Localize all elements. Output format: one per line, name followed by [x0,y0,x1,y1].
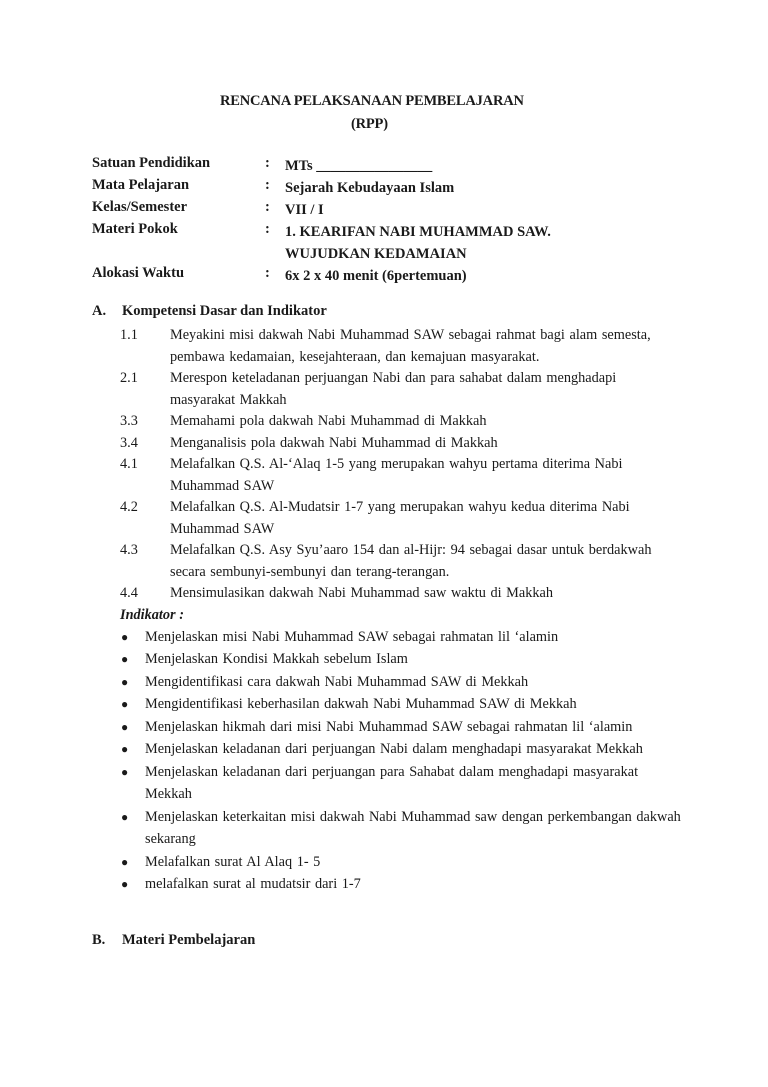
section-letter: B. [92,932,106,948]
indikator-item [92,738,682,761]
kd-text: Meyakini misi dakwah Nabi Muhammad SAW sebagai rahmat bagi alam semesta, pembawa kedamaian, kesejahteraan, dan kemajuan masyarakat. [170,327,651,365]
kompetensi-list [92,325,682,605]
meta-value [285,221,551,265]
title-line-1: RENCANA PELAKSANAAN PEMBELAJARAN [220,93,524,109]
kd-number: 3.3 [120,413,138,429]
kd-item [92,368,682,411]
meta-key: Satuan Pendidikan [92,155,211,171]
indikator-text: Menjelaskan hikmah dari misi Nabi Muhammad SAW sebagai rahmatan lil ‘alamin [145,718,633,735]
kd-item [92,325,682,368]
meta-colon: : [265,199,270,215]
indikator-text: Melafalkan surat Al Alaq 1- 5 [145,853,321,870]
indikator-item [92,716,682,739]
indikator-text: Mengidentifikasi cara dakwah Nabi Muhammad SAW di Mekkah [145,673,529,690]
bullet-icon: ● [121,629,129,644]
indikator-item [92,693,682,716]
bullet-icon: ● [121,697,129,711]
indikator-text: Menjelaskan misi Nabi Muhammad SAW sebagai rahmatan lil ‘alamin [145,628,559,645]
bullet-icon: ● [121,652,129,666]
kd-text: Menganalisis pola dakwah Nabi Muhammad di Makkah [170,434,498,451]
indikator-item [92,873,682,896]
kd-number: 3.4 [120,434,138,451]
indikator-item [92,851,682,874]
kd-number: 2.1 [120,370,138,386]
meta-value: 6x 2 x 40 menit (6pertemuan) [285,268,467,284]
kd-text: Melafalkan Q.S. Asy Syu’aaro 154 dan al-Hijr: 94 sebagai dasar untuk berdakwah secara sembunyi-sembunyi dan terang-terangan. [170,542,652,580]
meta-colon: : [265,155,270,171]
kd-item [92,540,682,583]
meta-value: MTs ________________ [285,158,433,174]
indikator-text: Menjelaskan keladanan dari perjuangan Nabi dalam menghadapi masyarakat Mekkah [145,741,643,757]
indikator-item [92,806,682,851]
section-heading-text: Materi Pembelajaran [122,932,256,948]
meta-row-mapel [92,177,712,199]
kd-item [92,433,682,455]
indikator-item [92,671,682,694]
indikator-item [92,761,682,806]
indikator-text: Mengidentifikasi keberhasilan dakwah Nabi Muhammad SAW di Mekkah [145,696,577,712]
section-a [92,303,682,896]
meta-row-satuan [92,155,712,177]
bullet-icon: ● [121,764,129,779]
meta-colon: : [265,177,270,193]
section-a-heading [92,303,682,325]
meta-value-line-1: 1. KEARIFAN NABI MUHAMMAD SAW. [285,224,551,240]
kd-text: Mensimulasikan dakwah Nabi Muhammad saw waktu di Makkah [170,585,554,601]
meta-row-kelas [92,199,712,221]
identity-table [92,155,712,287]
indikator-text: Menjelaskan keterkaitan misi dakwah Nabi Muhammad saw dengan perkembangan dakwah sekarang [145,808,681,847]
kd-item [92,497,682,540]
bullet-icon: ● [121,877,129,891]
kd-number: 4.2 [120,499,138,515]
indikator-label: Indikator : [120,606,184,623]
kd-item [92,454,682,497]
title-line-2: (RPP) [351,116,388,132]
indikator-text: melafalkan surat al mudatsir dari 1-7 [145,876,361,892]
meta-row-alokasi [92,265,712,287]
section-b [92,932,682,954]
kd-text: Merespon keteladanan perjuangan Nabi dan para sahabat dalam menghadapi masyarakat Makkah [170,370,617,408]
indikator-item [92,626,682,649]
meta-key: Kelas/Semester [92,199,188,215]
meta-value: VII / I [285,202,324,218]
meta-key: Materi Pokok [92,221,178,237]
section-letter: A. [92,303,107,319]
meta-row-materi [92,221,712,265]
meta-value: Sejarah Kebudayaan Islam [285,180,455,196]
indikator-item [92,648,682,671]
bullet-icon: ● [121,742,129,756]
bullet-icon: ● [121,809,129,824]
indikator-list [92,626,682,896]
kd-number: 1.1 [120,327,138,343]
indikator-text: Menjelaskan Kondisi Makkah sebelum Islam [145,651,408,667]
kd-number: 4.1 [120,456,138,472]
bullet-icon: ● [121,854,129,869]
indikator-text: Menjelaskan keladanan dari perjuangan para Sahabat dalam menghadapi masyarakat Mekkah [145,763,639,802]
meta-value-line-2: WUJUDKAN KEDAMAIAN [285,246,467,262]
kd-text: Memahami pola dakwah Nabi Muhammad di Makkah [170,413,487,429]
kd-number: 4.3 [120,542,138,558]
section-b-heading [92,932,682,954]
kd-item [92,411,682,433]
kd-text: Melafalkan Q.S. Al-‘Alaq 1-5 yang merupakan wahyu pertama diterima Nabi Muhammad SAW [170,456,623,494]
meta-key: Alokasi Waktu [92,265,185,281]
meta-key: Mata Pelajaran [92,177,190,193]
meta-colon: : [265,265,270,281]
kd-item [92,583,682,605]
section-heading-text: Kompetensi Dasar dan Indikator [122,303,327,319]
kd-text: Melafalkan Q.S. Al-Mudatsir 1-7 yang merupakan wahyu kedua diterima Nabi Muhammad SAW [170,499,630,537]
bullet-icon: ● [121,674,129,689]
kd-number: 4.4 [120,585,138,601]
meta-colon: : [265,221,270,237]
bullet-icon: ● [121,719,129,734]
